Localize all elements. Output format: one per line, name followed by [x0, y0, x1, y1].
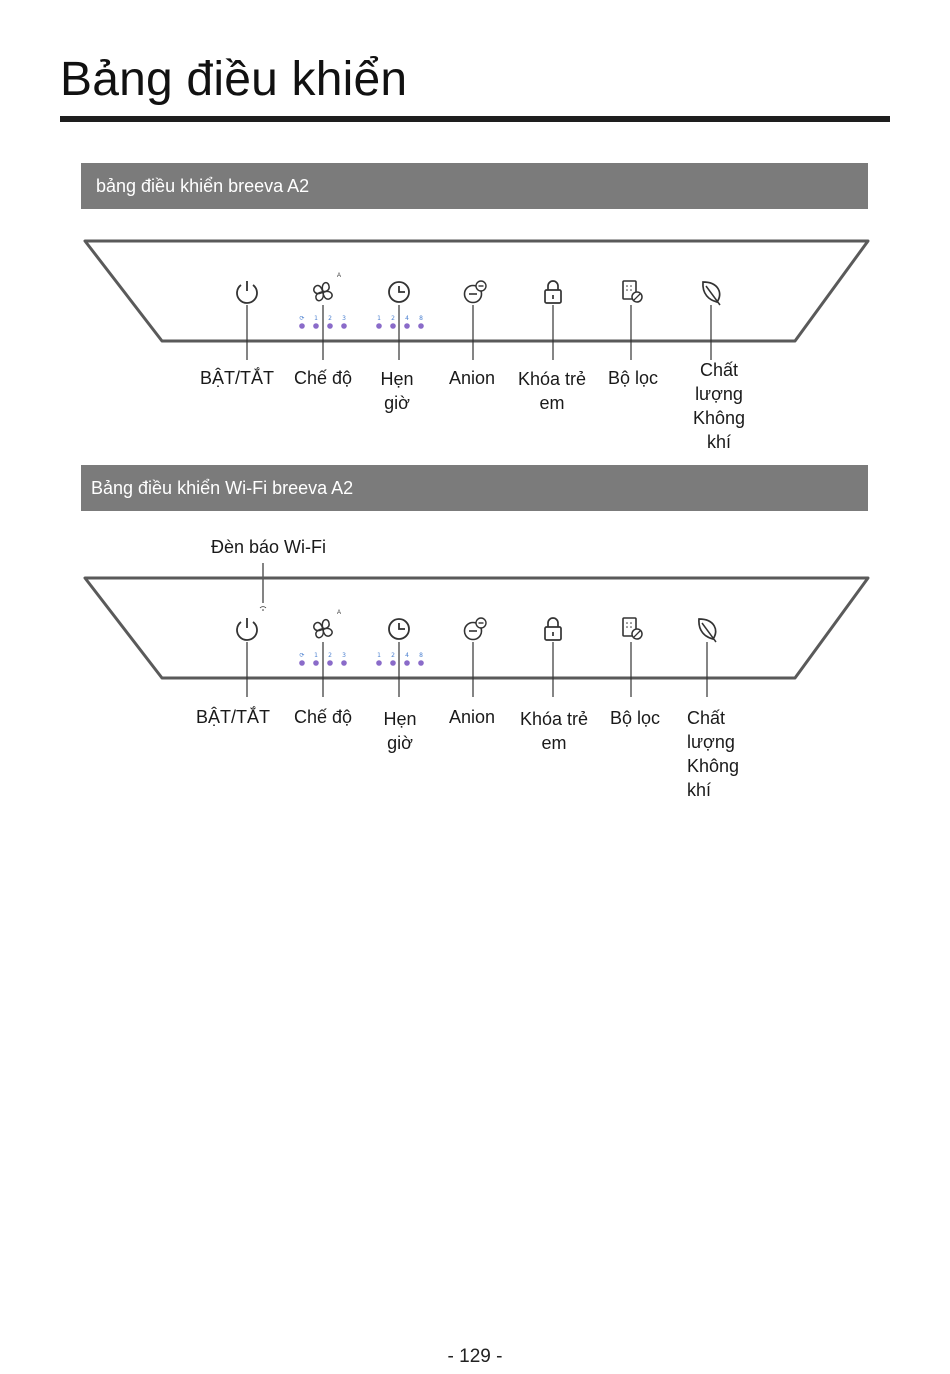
page-number: - 129 - — [447, 1346, 503, 1367]
mode-speed-label: ⟳ — [299, 652, 305, 659]
label-mode: Chế độ — [293, 707, 353, 727]
label-wifi-indicator: Đèn báo Wi-Fi — [211, 537, 327, 557]
timer-hour-indicators — [376, 315, 424, 329]
indicator-dot — [404, 660, 410, 666]
wifi-control-panel-diagram — [0, 567, 950, 797]
filter-icon — [623, 618, 642, 639]
label-timer: Hẹn giờ — [383, 709, 417, 753]
control-panel-diagram — [0, 230, 950, 460]
label-air-quality: Chất lượng Không khí — [692, 360, 746, 452]
mode-speed-label: 2 — [328, 652, 332, 659]
label-child-lock: Khóa trẻ em — [519, 709, 589, 753]
mode-speed-label: 3 — [342, 315, 346, 322]
power-icon — [237, 618, 257, 640]
indicator-dot — [376, 660, 382, 666]
fan-icon — [314, 620, 332, 638]
mode-speed-label: 1 — [314, 315, 318, 322]
timer-hour-label: 4 — [405, 315, 409, 322]
timer-hour-label: 8 — [419, 315, 423, 322]
label-mode: Chế độ — [293, 368, 353, 388]
indicator-dot — [341, 323, 347, 329]
clock-icon — [389, 282, 409, 302]
lock-icon — [545, 618, 561, 640]
indicator-dot — [327, 323, 333, 329]
timer-hour-label: 1 — [377, 315, 381, 322]
mode-speed-label: 2 — [328, 315, 332, 322]
label-air-quality: Chất lượng Không khí — [687, 708, 740, 800]
leaf-icon — [699, 619, 716, 642]
timer-hour-label: 2 — [391, 652, 395, 659]
title-rule — [60, 116, 890, 122]
timer-hour-label: 1 — [377, 652, 381, 659]
clock-icon — [389, 619, 409, 639]
section-header-breeva-a2-wifi: Bảng điều khiển Wi-Fi breeva A2 — [81, 465, 868, 511]
indicator-dot — [404, 323, 410, 329]
leader-lines — [247, 642, 707, 697]
indicator-dot — [341, 660, 347, 666]
section-header-breeva-a2: bảng điều khiển breeva A2 — [81, 163, 868, 209]
anion-icon — [465, 618, 487, 640]
timer-hour-label: 2 — [391, 315, 395, 322]
label-anion: Anion — [448, 368, 496, 388]
mode-speed-label: ⟳ — [299, 315, 305, 322]
leaf-icon — [703, 282, 720, 305]
indicator-dot — [299, 323, 305, 329]
filter-icon — [623, 281, 642, 302]
page-title: Bảng điều khiển — [60, 53, 408, 106]
label-timer: Hẹn giờ — [380, 369, 414, 413]
panel-outline — [85, 241, 868, 341]
wifi-icon — [260, 607, 266, 611]
indicator-dot — [390, 323, 396, 329]
mode-speed-label: 3 — [342, 652, 346, 659]
label-filter: Bộ lọc — [607, 368, 659, 388]
mode-speed-label: 1 — [314, 652, 318, 659]
mode-auto-indicator: A — [336, 610, 342, 616]
label-power: BẬT/TẮT — [195, 707, 271, 727]
timer-hour-label: 8 — [419, 652, 423, 659]
label-filter: Bộ lọc — [609, 708, 661, 728]
timer-hour-indicators — [376, 652, 424, 666]
leader-lines — [247, 305, 711, 360]
power-icon — [237, 281, 257, 303]
indicator-dot — [327, 660, 333, 666]
label-child-lock: Khóa trẻ em — [517, 369, 587, 413]
indicator-dot — [299, 660, 305, 666]
indicator-dot — [418, 323, 424, 329]
mode-auto-indicator: A — [336, 273, 342, 279]
indicator-dot — [418, 660, 424, 666]
label-power: BẬT/TẮT — [199, 368, 275, 388]
label-anion: Anion — [448, 707, 496, 727]
timer-hour-label: 4 — [405, 652, 409, 659]
lock-icon — [545, 281, 561, 303]
indicator-dot — [390, 660, 396, 666]
indicator-dot — [376, 323, 382, 329]
panel-outline — [85, 578, 868, 678]
fan-icon — [314, 283, 332, 301]
anion-icon — [465, 281, 487, 303]
indicator-dot — [313, 323, 319, 329]
indicator-dot — [313, 660, 319, 666]
